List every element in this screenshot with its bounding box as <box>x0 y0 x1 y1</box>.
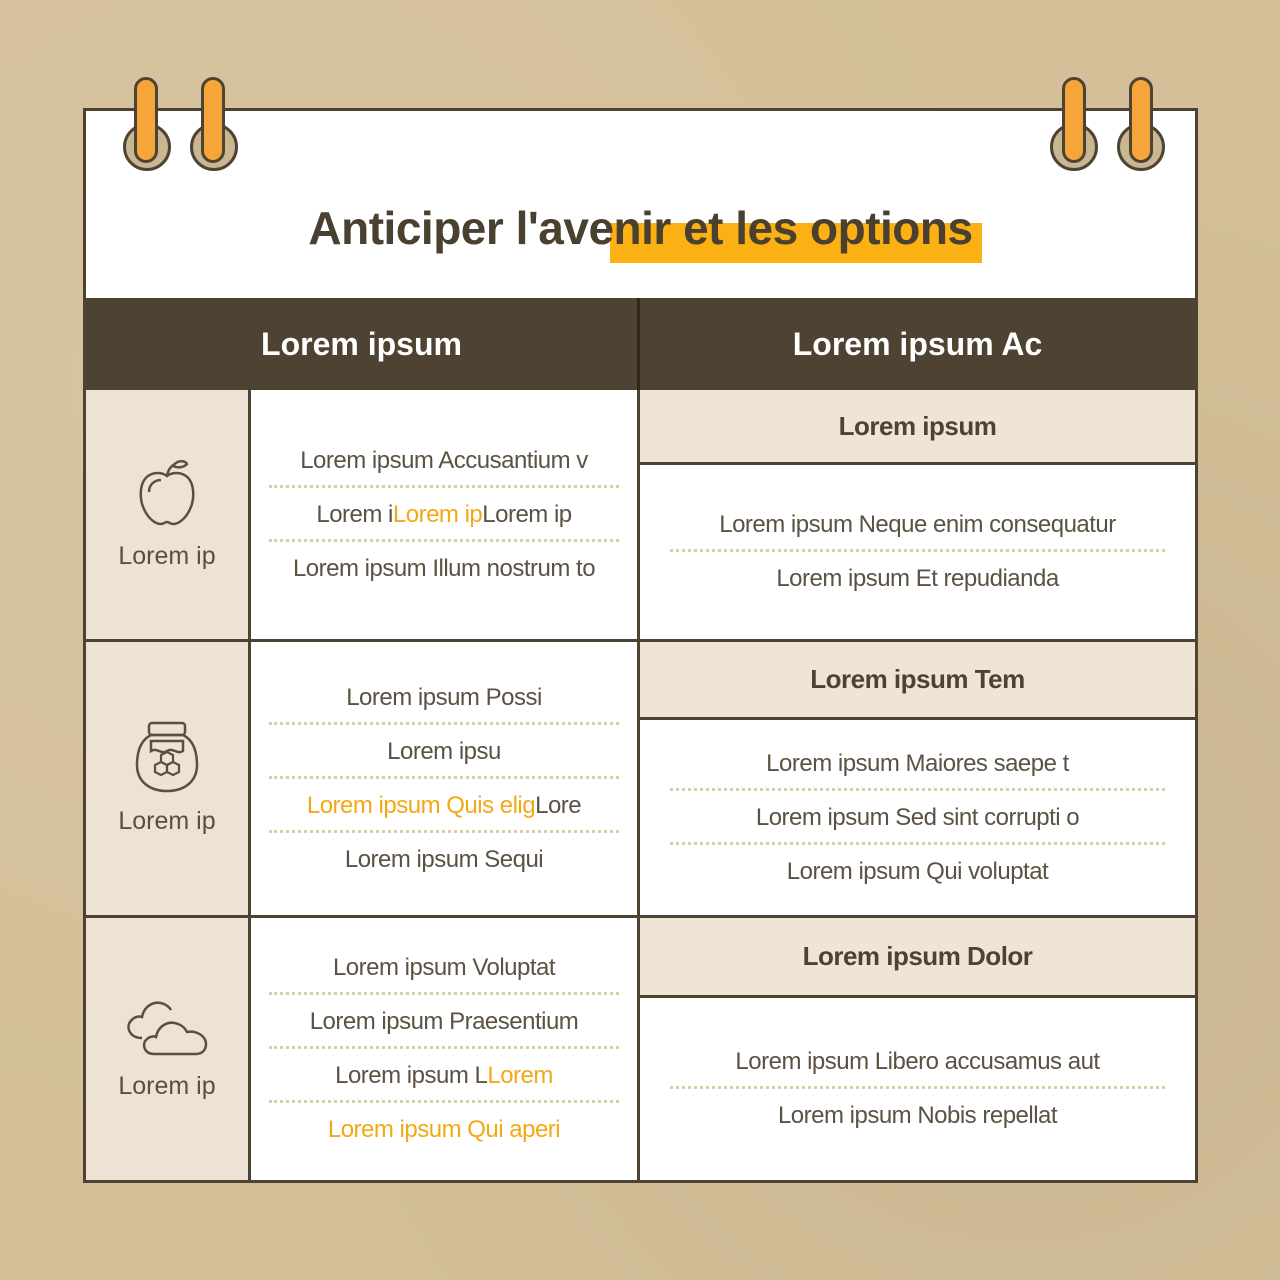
highlighted-text: Lorem ipsum Qui aperi <box>327 1116 561 1143</box>
list-item <box>269 488 619 542</box>
list-item-text: Lorem ipsum L <box>335 1062 488 1089</box>
row-icon-label: Lorem ip <box>118 1071 216 1100</box>
highlighted-text: Lorem ip <box>392 500 483 528</box>
list-item-text: Lorem ip <box>482 500 572 528</box>
row-left-list <box>251 918 640 1183</box>
list-item <box>269 1103 619 1157</box>
row-right-list <box>640 465 1198 642</box>
binder-clip <box>134 77 158 163</box>
binder-clip <box>1062 77 1086 163</box>
honey-jar-icon <box>135 721 199 793</box>
row-right-list <box>640 720 1198 918</box>
list-item-text: Lorem ipsum Voluptat <box>332 954 556 981</box>
list-item: Lorem ipsum Nobis repellat <box>777 1102 1058 1129</box>
list-item-text: Lorem ipsu <box>387 737 501 765</box>
list-item <box>269 725 619 779</box>
list-item <box>269 1049 619 1103</box>
column-header-left: Lorem ipsum <box>86 298 637 390</box>
list-item <box>269 941 619 995</box>
list-item <box>269 779 619 833</box>
row-icon-cell <box>86 918 251 1183</box>
row-icon-label: Lorem ip <box>118 807 216 835</box>
apple-icon <box>135 458 199 528</box>
list-item-text: Lorem i <box>316 500 393 528</box>
binder-clip <box>1129 77 1153 163</box>
list-item-text: Lorem ipsum Possi <box>346 683 542 711</box>
cloud-icon <box>124 998 210 1058</box>
row-icon-cell <box>86 642 251 918</box>
row-right-list <box>640 998 1198 1183</box>
row-left-list <box>251 390 640 642</box>
list-item <box>269 434 619 488</box>
list-item-text: Lorem ipsum Sequi <box>344 845 544 873</box>
list-item-text: Lore <box>535 791 582 819</box>
column-header-right: Lorem ipsum Ac <box>640 298 1195 390</box>
list-item: Lorem ipsum Libero accusamus aut <box>670 1035 1165 1089</box>
list-item <box>269 671 619 725</box>
row-right-heading: Lorem ipsum Tem <box>640 642 1198 720</box>
list-item-text: Lorem ipsum Accusantium v <box>300 446 588 474</box>
binder-clip <box>201 77 225 163</box>
list-item: Lorem ipsum Maiores saepe t <box>670 737 1165 791</box>
highlighted-text: Lorem ipsum Quis elig <box>306 791 536 819</box>
list-item-text: Lorem ipsum Praesentium <box>309 1008 579 1035</box>
list-item <box>269 833 619 887</box>
row-icon-cell <box>86 390 251 642</box>
highlighted-text: Lorem <box>487 1062 553 1089</box>
list-item: Lorem ipsum Et repudianda <box>776 565 1059 592</box>
row-icon-label: Lorem ip <box>118 542 216 570</box>
row-right-heading: Lorem ipsum Dolor <box>640 918 1198 998</box>
header-divider <box>637 298 640 390</box>
list-item: Lorem ipsum Neque enim consequatur <box>670 498 1165 552</box>
page-title: Anticiper l'avenir et les options <box>308 202 973 254</box>
list-item <box>269 542 619 596</box>
title-area <box>86 178 1195 288</box>
row-right-heading: Lorem ipsum <box>640 390 1198 465</box>
list-item: Lorem ipsum Sed sint corrupti o <box>670 791 1165 845</box>
row-left-list <box>251 642 640 918</box>
list-item: Lorem ipsum Qui voluptat <box>786 857 1049 885</box>
list-item-text: Lorem ipsum Illum nostrum to <box>292 554 596 582</box>
list-item <box>269 995 619 1049</box>
